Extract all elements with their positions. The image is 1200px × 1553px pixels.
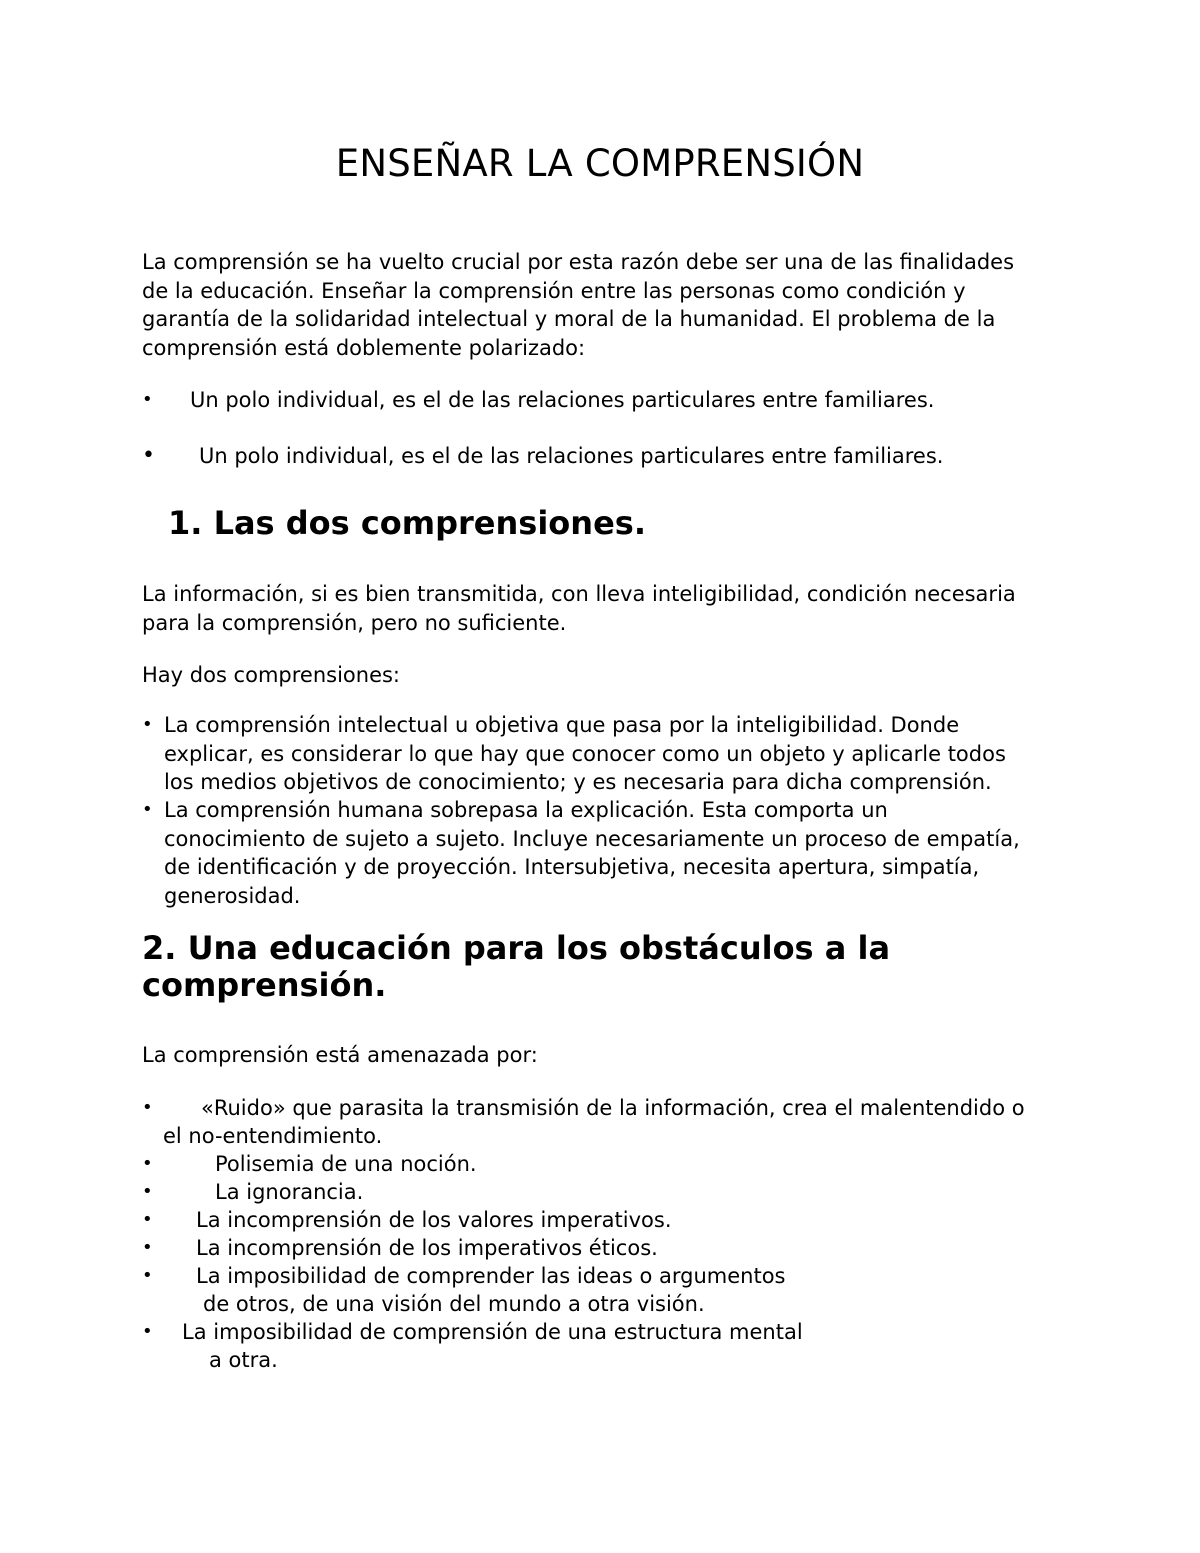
section-1-line: La información, si es bien transmitida, con lleva inteligibilidad, condición necesaria bbox=[142, 582, 1016, 606]
list-item-line: conocimiento de sujeto a sujeto. Incluye necesariamente un proceso de empatía, bbox=[164, 826, 1020, 851]
bullet-marker: • bbox=[142, 1209, 153, 1230]
list-item bbox=[142, 796, 1082, 910]
obstacle-item-1: «Ruido» que parasita la transmisión de la información, crea el malentendido o bbox=[201, 1096, 1025, 1120]
intro-line: de la educación. Enseñar la comprensión entre las personas como condición y bbox=[142, 278, 966, 303]
list-item-line: generosidad. bbox=[164, 883, 301, 908]
obstacle-item-7-cont: a otra. bbox=[209, 1348, 278, 1372]
obstacle-item-7: La imposibilidad de comprensión de una estructura mental bbox=[182, 1320, 803, 1344]
list-item-text bbox=[164, 796, 1074, 910]
intro-line: garantía de la solidaridad intelectual y moral de la humanidad. El problema de la bbox=[142, 307, 996, 331]
intro-paragraph bbox=[142, 248, 1072, 362]
section-2-heading-line: comprensión. bbox=[142, 966, 387, 1004]
bullet-marker: • bbox=[142, 1181, 153, 1202]
bullet-marker: • bbox=[142, 714, 153, 735]
bullet-marker: • bbox=[142, 1153, 153, 1174]
obstacle-item-3: La ignorancia. bbox=[215, 1180, 364, 1204]
section-1-paragraph bbox=[142, 580, 1072, 637]
pole-item-1: Un polo individual, es el de las relaciones particulares entre familiares. bbox=[190, 388, 935, 412]
bullet-marker: • bbox=[142, 389, 153, 410]
list-item bbox=[142, 711, 1082, 797]
pole-item-2: Un polo individual, es el de las relaciones particulares entre familiares. bbox=[199, 444, 944, 468]
bullet-marker: • bbox=[142, 443, 155, 468]
list-item-line: explicar, es considerar lo que hay que conocer como un objeto y aplicarle todos bbox=[164, 741, 1006, 766]
section-1-intro: Hay dos comprensiones: bbox=[142, 663, 401, 687]
obstacle-item-1-cont: el no-entendimiento. bbox=[163, 1124, 383, 1148]
obstacle-item-2: Polisemia de una noción. bbox=[215, 1152, 477, 1176]
list-item-line: La comprensión humana sobrepasa la explicación. Esta comporta un bbox=[164, 798, 888, 822]
section-2-heading bbox=[142, 930, 890, 1004]
section-1-line: para la comprensión, pero no suficiente. bbox=[142, 610, 567, 635]
intro-line: comprensión está doblemente polarizado: bbox=[142, 335, 586, 360]
list-item-line: La comprensión intelectual u objetiva que pasa por la inteligibilidad. Donde bbox=[164, 713, 960, 737]
section-2-heading-line: 2. Una educación para los obstáculos a la bbox=[142, 929, 891, 967]
section-2-intro: La comprensión está amenazada por: bbox=[142, 1043, 538, 1067]
document-title: ENSEÑAR LA COMPRENSIÓN bbox=[335, 142, 865, 185]
obstacle-item-5: La incomprensión de los imperativos éticos. bbox=[196, 1236, 658, 1260]
bullet-marker: • bbox=[142, 1321, 153, 1342]
bullet-marker: • bbox=[142, 1237, 153, 1258]
intro-line: La comprensión se ha vuelto crucial por esta razón debe ser una de las finalidades bbox=[142, 250, 1015, 274]
obstacle-item-6: La imposibilidad de comprender las ideas o argumentos bbox=[196, 1264, 786, 1288]
bullet-marker: • bbox=[142, 1097, 153, 1118]
bullet-marker: • bbox=[142, 1265, 153, 1286]
obstacle-item-4: La incomprensión de los valores imperativos. bbox=[196, 1208, 672, 1232]
section-1-heading: 1. Las dos comprensiones. bbox=[168, 504, 646, 542]
obstacle-item-6-cont: de otros, de una visión del mundo a otra visión. bbox=[203, 1292, 705, 1316]
list-item-line: de identificación y de proyección. Intersubjetiva, necesita apertura, simpatía, bbox=[164, 855, 980, 879]
list-item-line: los medios objetivos de conocimiento; y es necesaria para dicha comprensión. bbox=[164, 770, 992, 794]
list-item-text bbox=[164, 711, 1074, 797]
bullet-marker: • bbox=[142, 799, 153, 820]
